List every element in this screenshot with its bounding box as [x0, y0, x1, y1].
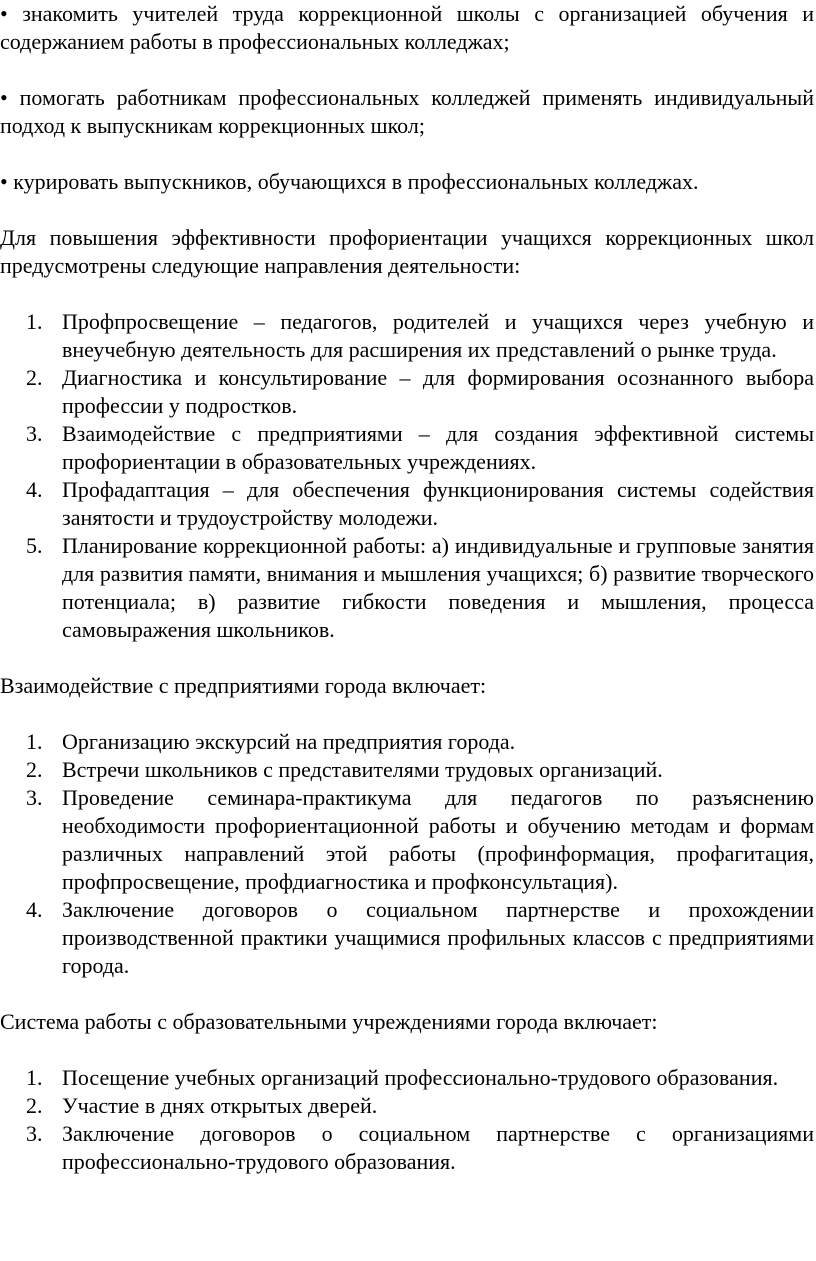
list-number: 1.: [26, 309, 43, 334]
section1-list: [0, 308, 814, 644]
section1-intro: Для повышения эффективности профориентации учащихся коррекционных школ предусмотрены следующие направления деятельности:: [0, 225, 814, 278]
list-number: 1.: [26, 729, 43, 754]
list-number: 3.: [26, 785, 43, 810]
list-item: [0, 728, 814, 756]
list-item-text: Взаимодействие с предприятиями – для создания эффективной системы профориентации в образовательных учреждениях.: [62, 421, 814, 474]
list-item-text: Организацию экскурсий на предприятия города.: [62, 729, 516, 754]
list-item-text: Посещение учебных организаций профессионально-трудового образования.: [62, 1065, 779, 1090]
list-item: [0, 476, 814, 532]
list-number: 5.: [26, 533, 43, 558]
list-item-text: Встречи школьников с представителями трудовых организаций.: [62, 757, 663, 782]
list-item: [0, 532, 814, 644]
bullet-item: • знакомить учителей труда коррекционной школы с организацией обучения и содержанием работы в профессиональных колледжах;: [0, 1, 814, 54]
list-item: [0, 784, 814, 896]
bullet-item: • курировать выпускников, обучающихся в профессиональных колледжах.: [0, 169, 699, 194]
list-item: [0, 308, 814, 364]
list-item: [0, 1064, 814, 1092]
bullet-item: • помогать работникам профессиональных колледжей применять индивидуальный подход к выпускникам коррекционных школ;: [0, 85, 814, 138]
section3-list: [0, 1064, 814, 1176]
list-item: [0, 756, 814, 784]
list-item: [0, 420, 814, 476]
section2-list: [0, 728, 814, 980]
list-item-text: Заключение договоров о социальном партнерстве и прохождении производственной практики учащимися профильных классов с предприятиями города.: [62, 897, 814, 978]
list-number: 1.: [26, 1065, 43, 1090]
list-item: [0, 364, 814, 420]
list-item-text: Профпросвещение – педагогов, родителей и учащихся через учебную и внеучебную деятельность для расширения их представлений о рынке труда.: [62, 309, 814, 362]
list-item-text: Заключение договоров о социальном партнерстве с организациями профессионально-трудового образования.: [62, 1121, 814, 1174]
list-number: 2.: [26, 1093, 43, 1118]
list-item-text: Профадаптация – для обеспечения функционирования системы содействия занятости и трудоустройству молодежи.: [62, 477, 814, 530]
list-item-text: Участие в днях открытых дверей.: [62, 1093, 378, 1118]
list-number: 4.: [26, 897, 43, 922]
list-item-text: Проведение семинара-практикума для педагогов по разъяснению необходимости профориентационной работы и обучению методам и формам различных направлений этой работы (профинформация, профагитация, профпросвещение, профдиагностика и профконсультация).: [62, 785, 814, 894]
list-item-text: Планирование коррекционной работы: а) индивидуальные и групповые занятия для развития памяти, внимания и мышления учащихся; б) развитие творческого потенциала; в) развитие гибкости поведения и мышления, процесса самовыражения школьников.: [62, 533, 814, 642]
list-item: [0, 1120, 814, 1176]
list-number: 4.: [26, 477, 43, 502]
list-number: 2.: [26, 757, 43, 782]
list-number: 3.: [26, 1121, 43, 1146]
section2-intro: Взаимодействие с предприятиями города включает:: [0, 673, 487, 698]
list-item-text: Диагностика и консультирование – для формирования осознанного выбора профессии у подростков.: [62, 365, 814, 418]
list-number: 3.: [26, 421, 43, 446]
list-item: [0, 896, 814, 980]
section3-intro: Система работы с образовательными учреждениями города включает:: [0, 1009, 658, 1034]
list-number: 2.: [26, 365, 43, 390]
list-item: [0, 1092, 814, 1120]
